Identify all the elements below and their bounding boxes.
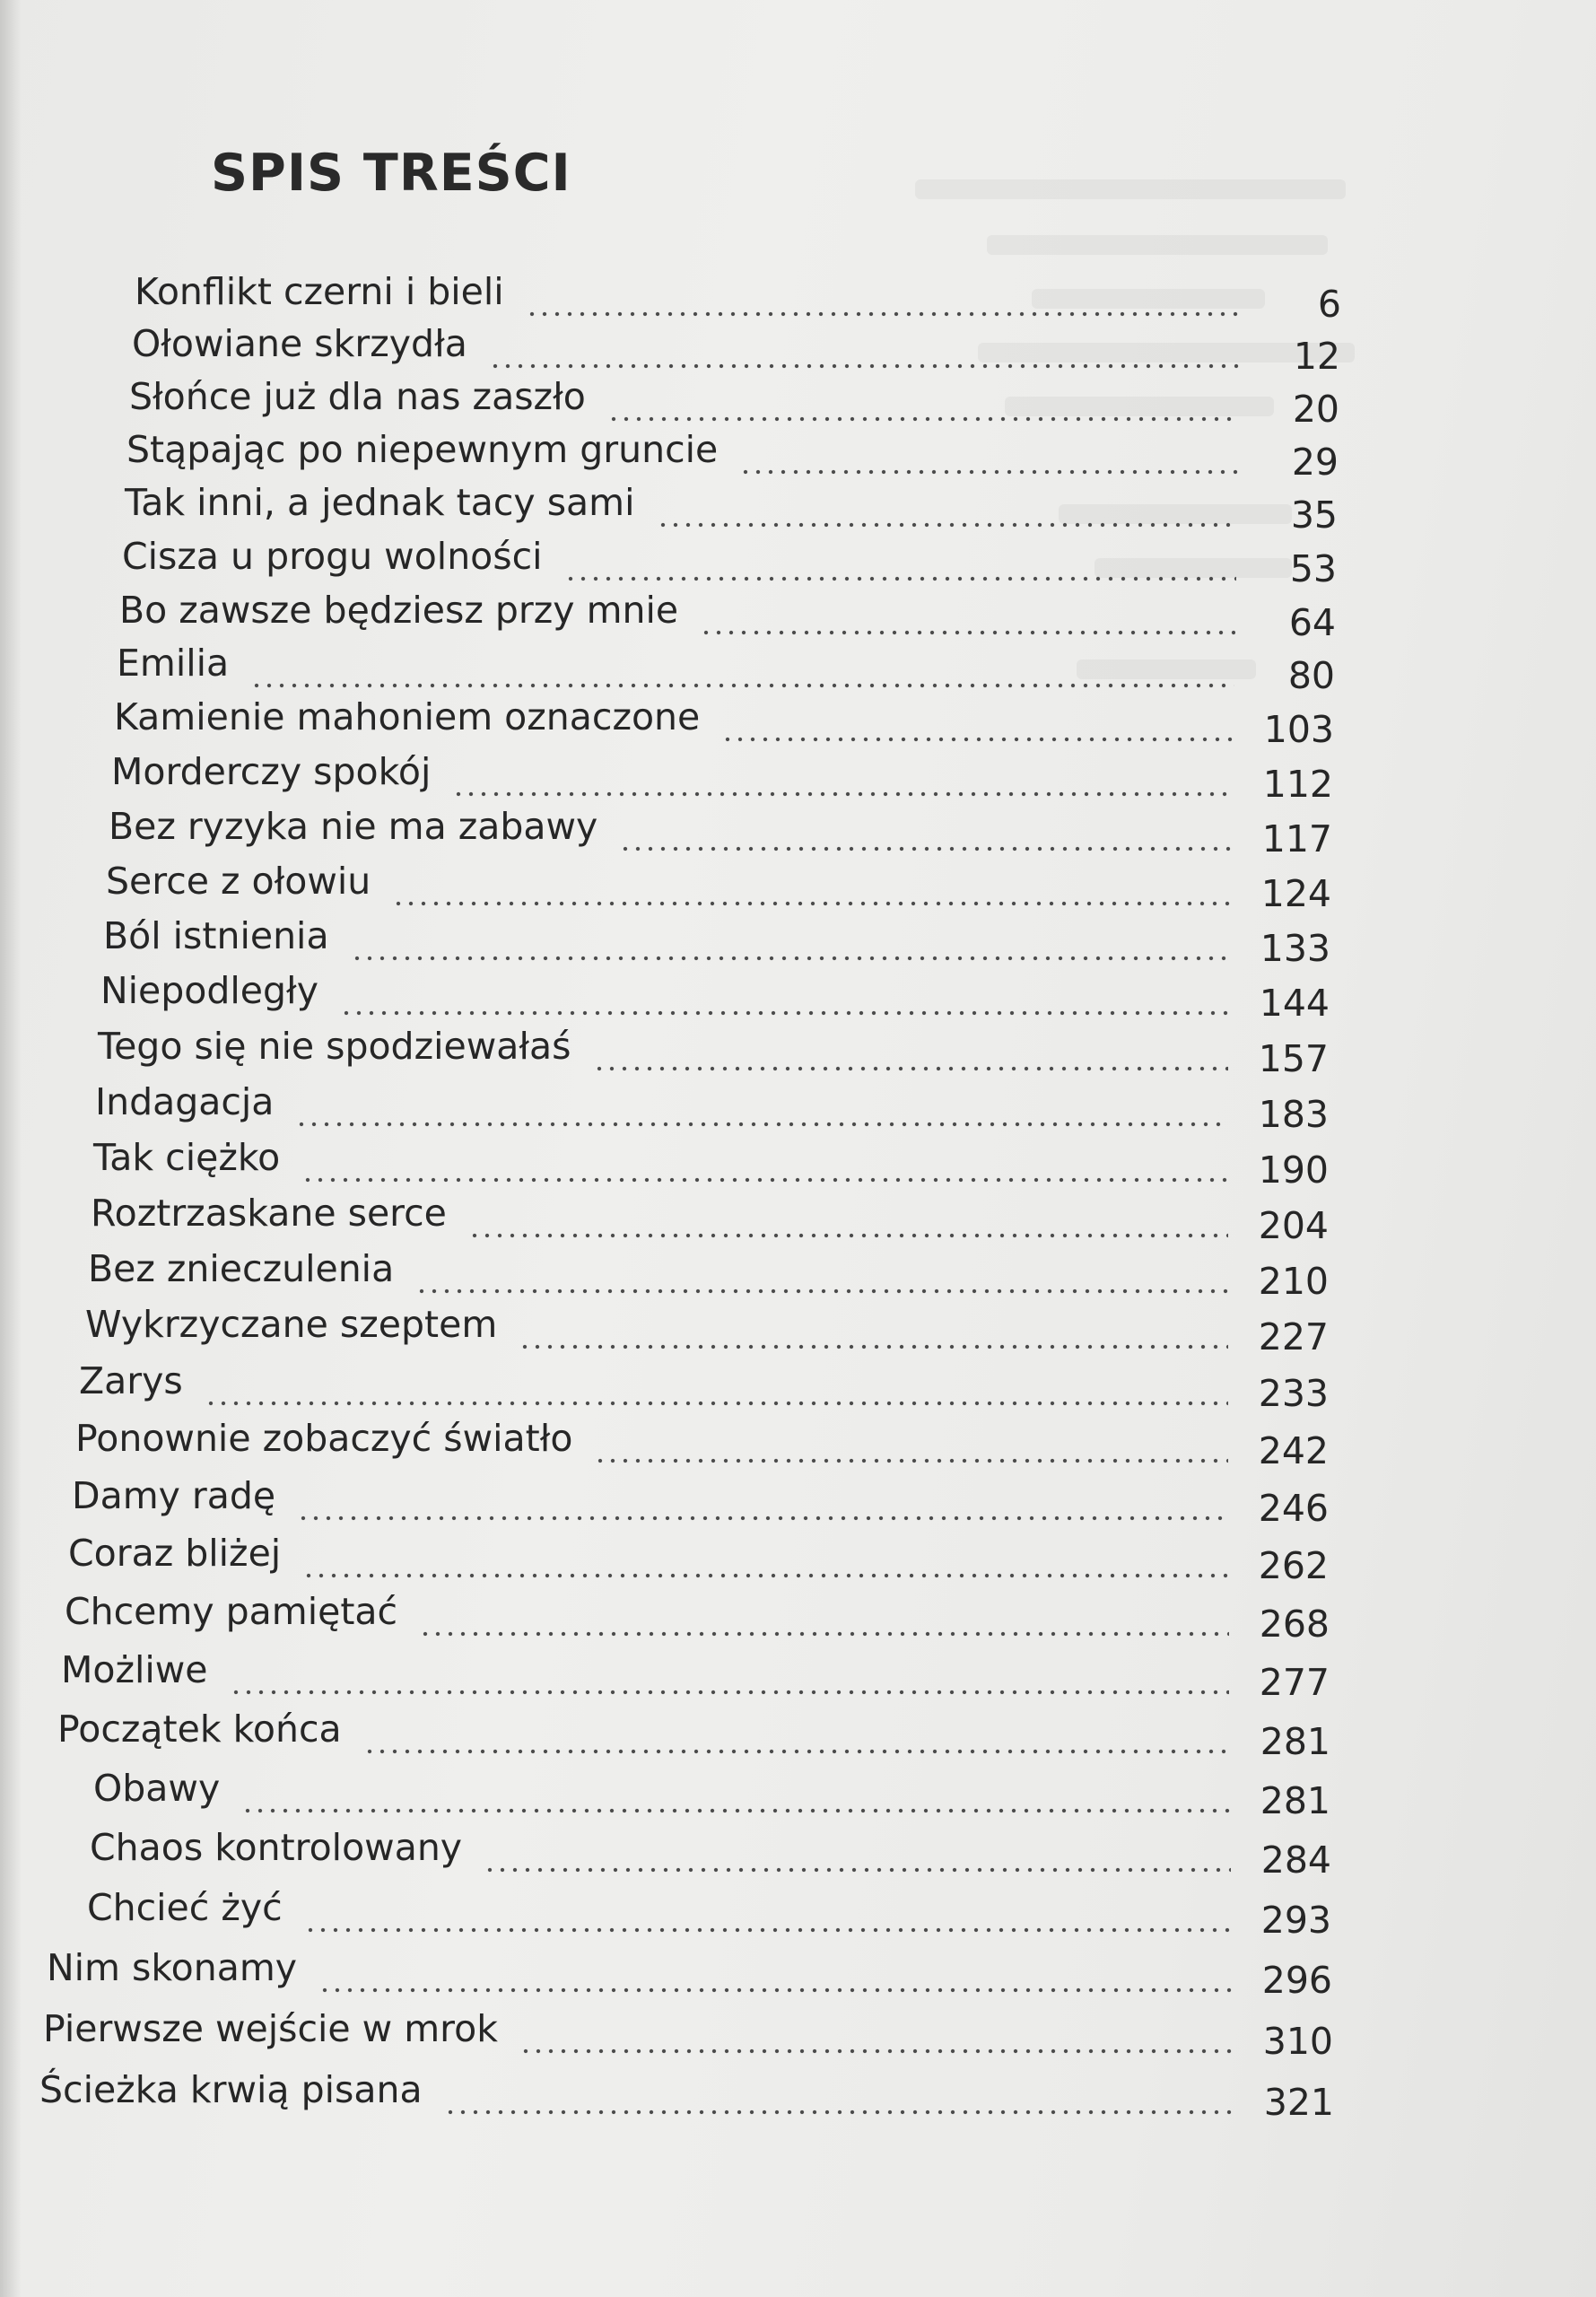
dot-leader bbox=[419, 1630, 1229, 1638]
toc-entry bbox=[68, 1531, 1329, 1585]
toc-entry bbox=[75, 1416, 1329, 1470]
toc-entry bbox=[43, 2006, 1333, 2063]
toc-entry-page-number: 6 bbox=[1317, 283, 1341, 326]
dot-leader bbox=[302, 1572, 1228, 1579]
dot-leader bbox=[392, 900, 1231, 907]
toc-entry-page-number: 296 bbox=[1261, 1959, 1332, 2002]
toc-entry-page-number: 124 bbox=[1260, 872, 1331, 915]
dot-leader bbox=[721, 736, 1234, 743]
toc-entry-title: Pierwsze wejście w mrok bbox=[43, 2007, 498, 2050]
toc-entry bbox=[87, 1885, 1331, 1942]
toc-entry bbox=[132, 321, 1340, 378]
toc-entry bbox=[79, 1358, 1329, 1415]
toc-entry-page-number: 64 bbox=[1288, 601, 1336, 644]
toc-entry-title: Tak ciężko bbox=[93, 1136, 281, 1179]
dot-leader bbox=[230, 1689, 1229, 1696]
toc-entry-title: Ścieżka krwią pisana bbox=[39, 2068, 423, 2111]
dot-leader bbox=[489, 362, 1240, 370]
toc-entry-page-number: 103 bbox=[1263, 708, 1334, 751]
toc-heading: SPIS TREŚCI bbox=[211, 144, 571, 203]
toc-entry-title: Nim skonamy bbox=[47, 1946, 298, 1989]
toc-entry-page-number: 117 bbox=[1261, 817, 1332, 860]
dot-leader bbox=[340, 1009, 1229, 1017]
toc-entry-title: Emilia bbox=[117, 642, 230, 685]
toc-entry bbox=[65, 1589, 1330, 1646]
toc-entry-page-number: 227 bbox=[1258, 1315, 1329, 1358]
toc-entry bbox=[111, 749, 1333, 806]
toc-entry-title: Ponownie zobaczyć światło bbox=[75, 1417, 573, 1460]
toc-entry-title: Tego się nie spodziewałaś bbox=[98, 1025, 571, 1068]
dot-leader bbox=[301, 1176, 1228, 1183]
dot-leader bbox=[415, 1288, 1228, 1295]
toc-entry-page-number: 157 bbox=[1258, 1037, 1329, 1080]
toc-entry-title: Zarys bbox=[79, 1359, 183, 1402]
toc-entry-title: Konflikt czerni i bieli bbox=[135, 270, 504, 313]
toc-entry-title: Bez ryzyka nie ma zabawy bbox=[109, 805, 598, 848]
toc-entry bbox=[119, 588, 1336, 642]
dot-leader bbox=[318, 1987, 1232, 1994]
dot-leader bbox=[363, 1748, 1230, 1755]
toc-entry-page-number: 284 bbox=[1260, 1838, 1331, 1882]
toc-entry bbox=[88, 1246, 1329, 1303]
toc-entry-page-number: 262 bbox=[1258, 1544, 1329, 1587]
dot-leader bbox=[304, 1926, 1231, 1934]
toc-entry bbox=[135, 269, 1341, 326]
dot-leader bbox=[484, 1866, 1231, 1873]
toc-entry bbox=[117, 641, 1335, 697]
dot-leader bbox=[205, 1400, 1228, 1407]
toc-entry-page-number: 35 bbox=[1290, 493, 1338, 537]
toc-entry-title: Damy radę bbox=[72, 1474, 276, 1517]
toc-entry-page-number: 242 bbox=[1258, 1429, 1329, 1472]
toc-entry-title: Chaos kontrolowany bbox=[90, 1826, 463, 1869]
toc-entry-title: Chcieć żyć bbox=[87, 1886, 283, 1929]
dot-leader bbox=[351, 955, 1230, 962]
dot-leader bbox=[519, 1343, 1228, 1350]
toc-entry-title: Chcemy pamiętać bbox=[65, 1590, 398, 1633]
toc-entry-page-number: 133 bbox=[1260, 927, 1330, 970]
dot-leader bbox=[594, 1457, 1228, 1464]
toc-entry-title: Wykrzyczane szeptem bbox=[85, 1303, 498, 1346]
toc-entry-title: Cisza u progu wolności bbox=[122, 535, 543, 578]
toc-entry-page-number: 281 bbox=[1260, 1779, 1330, 1822]
toc-entry bbox=[103, 913, 1330, 970]
dot-leader bbox=[619, 845, 1232, 852]
toc-entry-title: Ból istnienia bbox=[103, 914, 329, 957]
toc-entry-page-number: 190 bbox=[1258, 1148, 1329, 1192]
toc-entry bbox=[93, 1766, 1330, 1820]
dot-leader bbox=[526, 310, 1241, 318]
toc-entry-title: Możliwe bbox=[61, 1648, 208, 1691]
toc-entry bbox=[95, 1079, 1329, 1136]
toc-entry bbox=[129, 374, 1339, 431]
toc-entry-title: Kamienie mahoniem oznaczone bbox=[114, 695, 701, 738]
toc-entry-page-number: 112 bbox=[1262, 763, 1333, 806]
toc-entry bbox=[106, 859, 1331, 913]
dot-leader bbox=[295, 1121, 1228, 1128]
toc-entry-page-number: 29 bbox=[1291, 441, 1339, 484]
toc-entry-page-number: 53 bbox=[1289, 547, 1337, 590]
toc-entry-title: Roztrzaskane serce bbox=[91, 1192, 447, 1235]
dot-leader bbox=[657, 521, 1237, 528]
toc-entry bbox=[98, 1024, 1329, 1078]
toc-entry bbox=[125, 480, 1338, 537]
toc-entry-page-number: 277 bbox=[1259, 1661, 1330, 1704]
toc-entry-page-number: 204 bbox=[1258, 1204, 1329, 1247]
toc-entry-title: Bo zawsze będziesz przy mnie bbox=[119, 589, 679, 632]
toc-entry-page-number: 281 bbox=[1260, 1720, 1330, 1763]
toc-entry-page-number: 293 bbox=[1260, 1899, 1331, 1942]
toc-entry-title: Początek końca bbox=[57, 1707, 342, 1751]
dot-leader bbox=[700, 629, 1235, 636]
toc-entry bbox=[100, 968, 1330, 1025]
dot-leader bbox=[241, 1807, 1230, 1814]
toc-entry-page-number: 80 bbox=[1287, 654, 1335, 697]
toc-entry-title: Słońce już dla nas zaszło bbox=[129, 375, 586, 418]
toc-entry-page-number: 321 bbox=[1263, 2081, 1334, 2124]
dot-leader bbox=[519, 2048, 1233, 2055]
toc-entry bbox=[109, 804, 1332, 858]
toc-entry-title: Tak inni, a jednak tacy sami bbox=[125, 481, 635, 524]
toc-entry-title: Ołowiane skrzydła bbox=[132, 322, 467, 365]
dot-leader bbox=[444, 2109, 1234, 2116]
toc-entry bbox=[91, 1191, 1329, 1245]
toc-entry-page-number: 144 bbox=[1259, 982, 1330, 1025]
dot-leader bbox=[607, 415, 1239, 423]
dot-leader bbox=[564, 575, 1236, 582]
toc-entry-title: Obawy bbox=[93, 1767, 221, 1810]
toc-entry-page-number: 210 bbox=[1258, 1260, 1329, 1303]
toc-entry-page-number: 246 bbox=[1258, 1487, 1329, 1530]
toc-entry-title: Serce z ołowiu bbox=[106, 860, 371, 903]
dot-leader bbox=[593, 1065, 1228, 1072]
toc-entry-page-number: 20 bbox=[1292, 388, 1339, 431]
dot-leader bbox=[452, 790, 1233, 798]
toc-entry-page-number: 183 bbox=[1258, 1093, 1329, 1136]
toc-entry bbox=[57, 1707, 1330, 1763]
toc-entry bbox=[93, 1135, 1329, 1192]
toc-entry-title: Morderczy spokój bbox=[111, 750, 432, 793]
toc-entry bbox=[61, 1647, 1330, 1704]
toc-entry-page-number: 12 bbox=[1293, 335, 1340, 378]
toc-entry bbox=[90, 1825, 1331, 1882]
toc-entry-title: Niepodległy bbox=[100, 969, 318, 1012]
toc-entry bbox=[122, 534, 1337, 588]
toc-entry bbox=[72, 1473, 1329, 1530]
toc-entry bbox=[114, 694, 1334, 751]
toc-entry-page-number: 310 bbox=[1262, 2020, 1333, 2063]
toc-entry bbox=[47, 1945, 1332, 2002]
toc-entry-title: Coraz bliżej bbox=[68, 1532, 282, 1575]
toc-entry-page-number: 233 bbox=[1258, 1372, 1329, 1415]
toc-entry-title: Bez znieczulenia bbox=[88, 1247, 395, 1290]
dot-leader bbox=[739, 468, 1238, 476]
toc-entry-title: Indagacja bbox=[95, 1080, 275, 1123]
toc-entry bbox=[85, 1302, 1329, 1356]
dot-leader bbox=[297, 1515, 1228, 1522]
toc-entry-title: Stąpając po niepewnym gruncie bbox=[126, 428, 719, 471]
dot-leader bbox=[250, 682, 1234, 689]
toc-entry bbox=[39, 2067, 1334, 2124]
toc-entry bbox=[126, 427, 1339, 484]
toc-entry-page-number: 268 bbox=[1259, 1603, 1330, 1646]
dot-leader bbox=[468, 1232, 1228, 1239]
